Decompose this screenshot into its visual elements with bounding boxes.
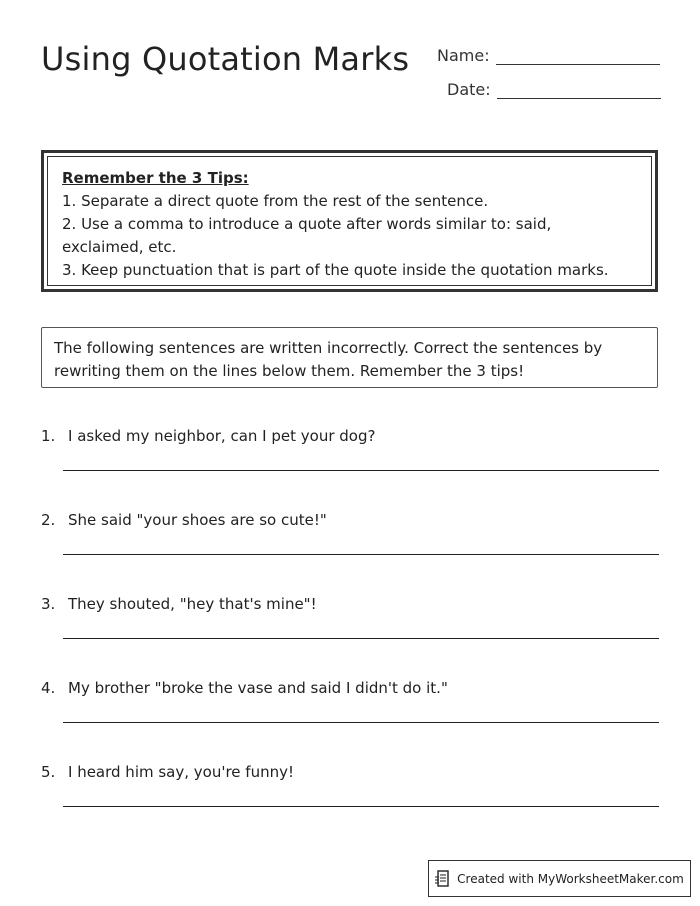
tips-content [47,156,652,286]
tips-title: Remember the 3 Tips: [62,169,249,187]
question-number: 3. [41,595,56,613]
question-number: 2. [41,511,56,529]
name-blank-line[interactable] [496,63,660,65]
question-number: 4. [41,679,56,697]
question-text: I heard him say, you're funny! [68,763,294,781]
instructions-box: The following sentences are written incorrectly. Correct the sentences by rewriting them on the lines below them. Remember the 3 tips! [41,327,658,388]
tips-box [41,150,658,292]
question-text: My brother "broke the vase and said I didn't do it." [68,679,448,697]
name-label: Name: [437,46,490,65]
date-field-row [447,80,661,99]
answer-line[interactable] [63,806,659,807]
answer-line[interactable] [63,638,659,639]
footer-credit[interactable] [428,860,691,897]
worksheet-logo-icon [435,870,451,888]
worksheet-title: Using Quotation Marks [41,40,410,78]
tip-item: 2. Use a comma to introduce a quote after words similar to: said, exclaimed, etc. [62,215,552,256]
question-item [41,427,659,477]
question-item [41,763,659,813]
name-field-row [437,46,660,65]
question-text: They shouted, "hey that's mine"! [68,595,317,613]
question-item [41,679,659,729]
question-text: I asked my neighbor, can I pet your dog? [68,427,376,445]
tip-item: 3. Keep punctuation that is part of the quote inside the quotation marks. [62,261,609,279]
tip-item: 1. Separate a direct quote from the rest of the sentence. [62,192,489,210]
answer-line[interactable] [63,554,659,555]
footer-text: Created with MyWorksheetMaker.com [457,871,684,886]
date-label: Date: [447,80,491,99]
question-text: She said "your shoes are so cute!" [68,511,327,529]
answer-line[interactable] [63,470,659,471]
question-item [41,511,659,561]
date-blank-line[interactable] [497,97,661,99]
question-number: 5. [41,763,56,781]
question-number: 1. [41,427,56,445]
answer-line[interactable] [63,722,659,723]
question-item [41,595,659,645]
